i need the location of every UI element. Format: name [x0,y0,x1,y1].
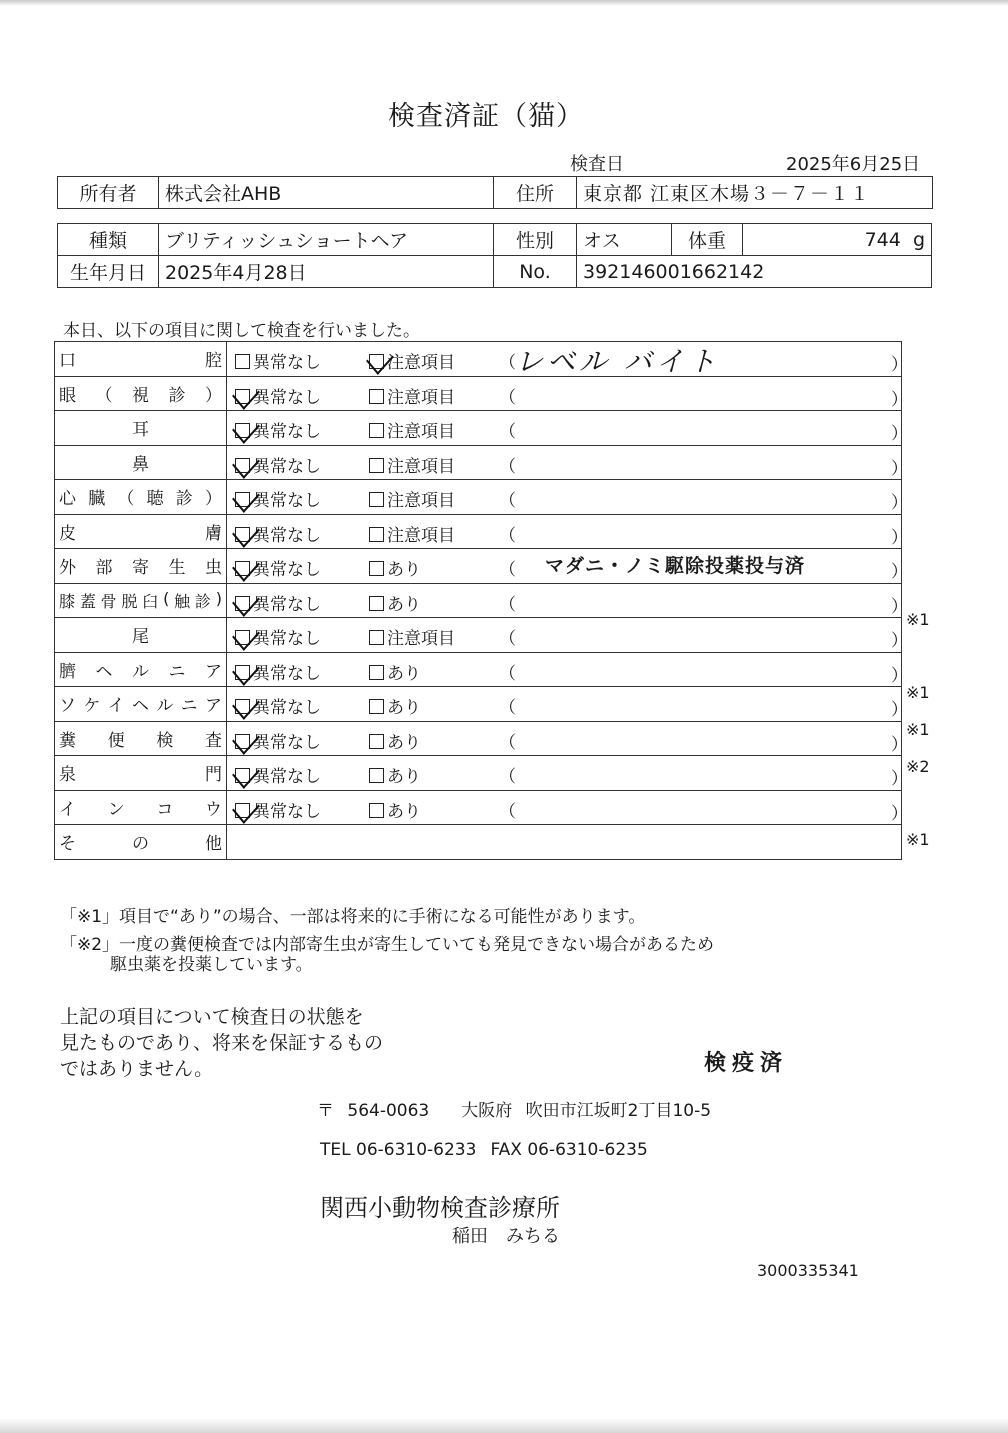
exam-item-result [227,342,908,378]
breed-label: 種類 [58,224,159,256]
note-close-paren: ） [891,355,908,375]
exam-item-result [227,480,908,515]
exam-item-result [227,411,908,446]
exam-item-label-text: イ ン コ ウ [59,799,222,820]
note-open-paren: （ [499,353,516,373]
other-label [55,825,227,860]
option-attention[interactable] [369,659,421,684]
option-normal[interactable] [235,659,321,684]
exam-item-result [227,618,908,653]
fax: FAX 06-6310-6235 [490,1140,648,1160]
exam-row [55,342,902,377]
note-open-paren: （ [499,560,516,580]
option-attention[interactable] [369,590,421,615]
exam-item-label [55,514,227,549]
exam-item-label-text: 耳 [132,420,149,441]
weight-unit: g [912,228,925,251]
exam-date-label: 検査日 [570,154,624,175]
footnote-mark: ※1 [906,683,930,703]
exam-item-label-text: 臍 ヘ ル ニ ア [59,661,222,682]
exam-item-result [227,790,908,825]
sex-label: 性別 [494,224,577,256]
option-normal-label: 異常なし [253,732,321,753]
disclaimer-line-2: 見たものであり、将来を保証するもの [60,1032,384,1054]
note-open-paren: （ [499,387,516,408]
exam-item-result [227,721,908,756]
exam-item-label [55,480,227,515]
footnote-2-continued: 駆虫薬を投薬しています。 [110,955,313,975]
pet-info-table [57,223,932,288]
exam-row-other [55,825,902,860]
exam-row [55,687,902,722]
checkbox-icon[interactable] [369,734,384,749]
note-close-paren: ） [891,596,908,617]
exam-item-result [227,756,908,791]
footnote-mark: ※2 [906,756,930,776]
option-attention-label: あり [387,767,421,787]
disclaimer-line-3: ではありません。 [60,1058,214,1080]
exam-item-label-text: 鼻 [132,454,149,475]
note-open-paren: （ [499,422,516,442]
checkbox-icon[interactable] [235,699,250,714]
checkbox-icon[interactable] [369,458,384,473]
option-attention[interactable] [369,521,455,546]
document-title: 検査済証（猫） [388,101,584,132]
option-attention-label: あり [387,801,421,822]
contact-line [320,1140,662,1160]
option-attention[interactable] [369,797,421,822]
footnote-mark: ※1 [906,609,930,629]
weight-value: 744 [864,228,901,251]
option-attention[interactable] [369,348,455,373]
exam-row [55,480,902,515]
exam-item-label [55,721,227,756]
sex-value: オス [577,224,672,256]
exam-item-label-text: 尾 [132,627,149,648]
checkbox-icon[interactable] [235,423,250,438]
note-open-paren: （ [499,663,516,684]
footnote-2: 「※2」一度の糞便検査では内部寄生虫が寄生していても発見できない場合があるため [60,935,715,955]
clinic-address-line [317,1096,743,1121]
exam-item-label-text: 眼 （ 視 診 ） [59,385,222,406]
exam-item-label-text: 心 臓 （ 聴 診 ） [59,489,222,510]
exam-item-label [55,445,227,480]
option-attention[interactable] [369,486,455,511]
other-value[interactable] [227,825,902,860]
exam-row [55,652,902,687]
option-attention-label: 注意項目 [387,387,455,408]
checkbox-icon[interactable] [369,699,384,714]
option-attention-label: 注意項目 [387,525,455,546]
exam-item-label-text: 膝 蓋 骨 脱 臼 ( 触 診 ) [59,588,222,611]
exam-item-label-text: 口 腔 [59,351,222,372]
checkbox-icon[interactable] [235,734,250,749]
option-normal-label: 異常なし [253,353,321,373]
exam-item-label [55,756,227,791]
option-normal-label: 異常なし [253,387,321,408]
option-attention-label: あり [387,663,421,684]
inspection-stamp: 検疫済 [704,1051,789,1076]
weight-label: 体重 [672,224,743,256]
option-normal[interactable] [235,590,321,615]
option-attention[interactable] [369,762,421,787]
checkbox-icon[interactable] [369,389,384,404]
note-open-paren: （ [499,767,516,787]
note-open-paren: （ [499,629,516,649]
option-normal-label: 異常なし [253,594,321,615]
checkbox-icon[interactable] [235,527,250,542]
checkbox-icon[interactable] [369,527,384,542]
serial-number: 3000335341 [757,1261,859,1280]
note-close-paren: ） [891,665,908,686]
owner-value: 株式会社AHB [159,177,494,209]
scan-edge-bottom [0,1418,1008,1433]
option-normal[interactable] [235,486,321,511]
exam-item-result [227,549,908,584]
address-label: 住所 [494,177,577,209]
checkbox-icon[interactable] [235,458,250,473]
exam-date-value: 2025年6月25日 [786,154,921,175]
checkbox-icon[interactable] [369,596,384,611]
option-normal[interactable] [235,693,321,718]
exam-row [55,790,902,825]
exam-item-label-text: 皮 膚 [59,523,222,544]
checkbox-icon[interactable] [369,630,384,645]
disclaimer-line-1: 上記の項目について検査日の状態を [60,1006,364,1028]
telephone: TEL 06-6310-6233 [320,1140,477,1160]
exam-item-result [227,376,908,411]
option-attention[interactable] [369,383,455,408]
option-normal[interactable] [235,728,321,753]
exam-item-label [55,376,227,411]
option-attention-label: 注意項目 [387,629,455,649]
other-label-text: そ の 他 [59,834,222,855]
no-value: 392146001662142 [577,256,932,288]
exam-item-result [227,445,908,480]
checkbox-icon[interactable] [369,423,384,438]
option-attention[interactable] [369,728,421,753]
postal-code: 〒 564-0063 [317,1101,430,1121]
checkbox-icon[interactable] [369,665,384,680]
note-close-paren: ） [891,631,908,651]
option-attention-label: あり [387,698,421,718]
option-normal[interactable] [235,383,321,408]
option-normal[interactable] [235,624,321,649]
exam-row [55,445,902,480]
option-normal[interactable] [235,348,321,373]
checkbox-icon[interactable] [369,354,384,369]
note-close-paren: ） [891,700,908,720]
exam-item-result [227,652,908,687]
option-attention[interactable] [369,693,421,718]
note-open-paren: （ [499,594,516,615]
option-normal[interactable] [235,555,321,580]
option-attention[interactable] [369,417,455,442]
birth-value: 2025年4月28日 [159,256,494,288]
checkbox-icon[interactable] [369,803,384,818]
option-normal-label: 異常なし [253,698,321,718]
exam-row [55,411,902,446]
option-normal[interactable] [235,762,321,787]
exam-item-label [55,652,227,687]
note-close-paren: ） [891,493,908,513]
checkbox-icon[interactable] [235,665,250,680]
scan-edge-top [0,0,1008,6]
exam-row [55,514,902,549]
veterinarian-name: 稲田 みちる [452,1226,560,1247]
exam-row [55,756,902,791]
option-attention[interactable] [369,624,455,649]
exam-table [54,341,908,860]
note-close-paren: ） [891,803,908,824]
exam-item-label [55,342,227,377]
option-normal-label: 異常なし [253,491,321,511]
option-normal-label: 異常なし [253,456,321,477]
note-close-paren: ） [891,769,908,789]
option-normal-label: 異常なし [253,767,321,787]
note-close-paren: ） [891,389,908,410]
disclaimer [60,1004,383,1082]
checkbox-icon[interactable] [235,630,250,645]
note-open-paren: （ [499,698,516,718]
option-attention-label: 注意項目 [387,456,455,477]
exam-note: マダニ・ノミ駆除投薬投与済 [545,555,806,577]
note-open-paren: （ [499,525,516,546]
note-close-paren: ） [891,527,908,548]
exam-item-label-text: 泉 門 [59,765,222,786]
exam-row [55,549,902,584]
checkbox-icon[interactable] [235,596,250,611]
note-close-paren: ） [891,458,908,479]
exam-row [55,721,902,756]
option-normal[interactable] [235,521,321,546]
checkbox-icon[interactable] [235,389,250,404]
exam-row [55,583,902,618]
address-value: 東京都 江東区木場３－７－１１ [577,177,933,209]
option-attention-label: 注意項目 [387,353,455,373]
breed-value: ブリティッシュショートヘア [159,224,494,256]
checkbox-icon[interactable] [369,561,384,576]
footnote-mark: ※1 [906,720,930,739]
note-close-paren: ） [891,734,908,755]
option-attention-label: 注意項目 [387,422,455,442]
exam-item-result [227,583,908,618]
exam-item-label [55,618,227,653]
option-normal-label: 異常なし [253,422,321,442]
checkbox-icon[interactable] [235,803,250,818]
exam-row [55,618,902,653]
note-open-paren: （ [499,732,516,753]
exam-item-label-text: ソ ケ イ ヘ ル ニ ア [59,696,222,717]
intro-text: 本日、以下の項目に関して検査を行いました。 [63,321,420,341]
exam-item-label [55,549,227,584]
clinic-address: 大阪府 吹田市江坂町2丁目10-5 [461,1101,712,1121]
exam-item-label [55,583,227,618]
option-normal-label: 異常なし [253,560,321,580]
no-label: No. [494,256,577,288]
footnote-mark: ※1 [906,830,930,850]
checkbox-icon[interactable] [235,768,250,783]
option-attention-label: あり [387,560,421,580]
owner-table [57,176,933,209]
exam-item-label [55,411,227,446]
option-attention-label: あり [387,732,421,753]
exam-row [55,376,902,411]
exam-item-result [227,514,908,549]
option-attention[interactable] [369,555,421,580]
option-normal-label: 異常なし [253,629,321,649]
owner-label: 所有者 [58,177,159,209]
checkbox-icon[interactable] [235,354,250,369]
exam-note: レベル バイト [515,345,720,378]
option-normal[interactable] [235,797,321,822]
checkbox-icon[interactable] [369,768,384,783]
note-open-paren: （ [499,491,516,511]
footnote-1: 「※1」項目で“あり”の場合、一部は将来的に手術になる可能性があります。 [60,907,646,927]
exam-item-label-text: 糞 便 検 査 [59,730,222,751]
option-attention-label: あり [387,594,421,615]
exam-item-label-text: 外 部 寄 生 虫 [59,558,222,579]
option-attention-label: 注意項目 [387,491,455,511]
checkbox-icon[interactable] [235,492,250,507]
exam-item-result [227,687,908,722]
option-normal[interactable] [235,417,321,442]
note-open-paren: （ [499,456,516,477]
note-open-paren: （ [499,801,516,822]
option-normal[interactable] [235,452,321,477]
exam-item-label [55,687,227,722]
note-close-paren: ） [891,562,908,582]
clinic-name: 関西小動物検査診療所 [320,1194,560,1222]
option-normal-label: 異常なし [253,801,321,822]
option-attention[interactable] [369,452,455,477]
checkbox-icon[interactable] [369,492,384,507]
option-normal-label: 異常なし [253,663,321,684]
note-close-paren: ） [891,424,908,444]
checkbox-icon[interactable] [235,561,250,576]
exam-item-label [55,790,227,825]
weight-cell [743,224,932,256]
option-normal-label: 異常なし [253,525,321,546]
birth-label: 生年月日 [58,256,159,288]
